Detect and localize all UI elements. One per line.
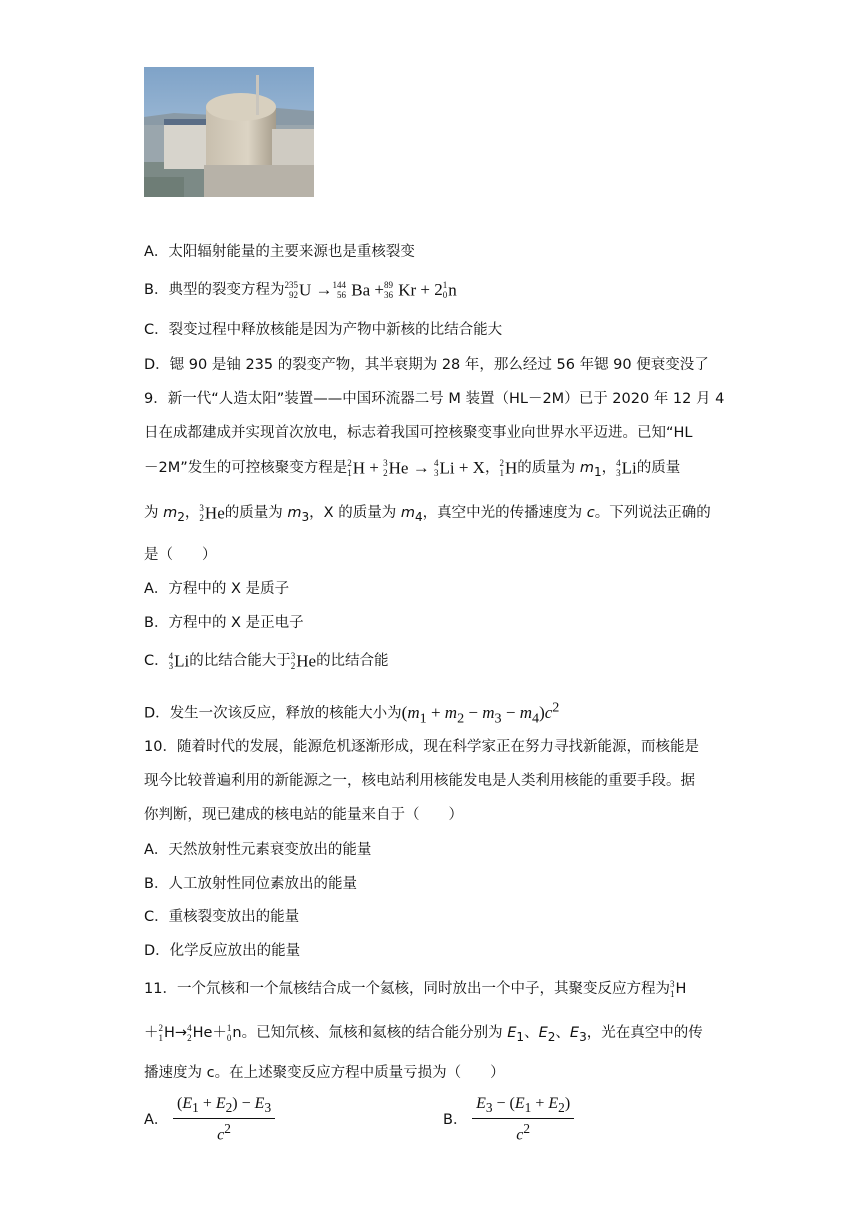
q10-line-2-text: 现今比较普遍利用的新能源之一，核电站利用核能发电是人类利用核能的重要手段。据 (144, 773, 695, 789)
q11-binding-energy-text: 。已知氘核、氚核和氦核的结合能分别为 (241, 1025, 503, 1041)
q9-x-mass-text: ，X 的质量为 (309, 505, 397, 521)
q11-option-b-label: B． (443, 1111, 468, 1128)
q11-option-a-formula: $\frac{(E_1 + E_2) - E_3}{c^2}$ (173, 1094, 275, 1146)
q10-option-a[interactable] (144, 840, 371, 860)
q10-option-a-text: A．天然放射性元素衰变放出的能量 (144, 842, 372, 858)
q9-light-speed-text: ，真空中光的传播速度为 (422, 505, 583, 521)
q9-option-c-suffix: 的比结合能 (316, 653, 389, 669)
q11-line-3 (144, 1063, 505, 1083)
q10-option-b[interactable] (144, 874, 357, 894)
q11-line-2: ＋ 2 1 H→ 4 2 He＋ 1 0 n。已知氘核、氚核和氦核的结合能分别为 $E_1$、$E_2$、$E_3$，光在真空中的传 (144, 1023, 703, 1044)
q10-option-b-text: B．人工放射性同位素放出的能量 (144, 876, 357, 892)
q9-line-1 (144, 389, 724, 409)
q10-option-d-text: D．化学反应放出的能量 (144, 943, 301, 959)
q11-option-b[interactable] (443, 1094, 574, 1146)
q9-option-c[interactable]: C． 4 3 Li的比结合能大于 3 2 He的比结合能 (144, 651, 389, 671)
q10-line-3 (144, 805, 463, 825)
q9-line-5 (144, 545, 217, 565)
mass-m1: m (579, 460, 594, 476)
energy-formula: $(m_1 + m_2 - m_3 - m_4)c^2$ (401, 699, 560, 727)
q9-option-a[interactable] (144, 579, 289, 599)
q10-option-c-text: C．重核裂变放出的能量 (144, 909, 300, 925)
q11-equation: ＋ 2 1 H→ 4 2 He＋ 1 0 n (144, 1023, 242, 1043)
fission-equation: 235 92 U → 144 56 Ba + 89 36 Kr + 2 1 0 n (284, 280, 457, 300)
q9-line-3: －2M”发生的可控核聚变方程是 2 1 H + 3 2 He → 4 3 Li + X， 2 1 H的质量为 $m_1$， 4 3 Li的质量 (144, 458, 681, 479)
q9-line-4: 为 $m_2$， 3 2 He的质量为 $m_3$，X 的质量为 $m_4$，真空中光的传播速度为 c。下列说法正确的 (144, 503, 711, 524)
q10-line-3-text: 你判断，现已建成的核电站的能量来自于（ ） (144, 807, 463, 823)
q9-line-3-text: －2M”发生的可控核聚变方程是 (144, 460, 348, 476)
q9-li-mass-text: 的质量 (636, 460, 681, 476)
q11-option-a-label: A． (144, 1111, 169, 1128)
q11-line-3-text: 播速度为 c。在上述聚变反应方程中质量亏损为（ ） (144, 1065, 505, 1081)
q9-option-d[interactable] (144, 697, 559, 728)
q9-line-4-text: 为 (144, 505, 159, 521)
q11-option-a[interactable] (144, 1094, 275, 1146)
q10-line-1-text: 10．随着时代的发展，能源危机逐渐形成，现在科学家正在努力寻找新能源，而核能是 (144, 739, 699, 755)
q10-option-c[interactable] (144, 907, 299, 927)
q9-question-text: 。下列说法正确的 (594, 505, 711, 521)
q11-line-1: 11．一个氘核和一个氚核结合成一个氦核，同时放出一个中子，其聚变反应方程为 3 1 H (144, 979, 687, 999)
q8-option-b-text: B．典型的裂变方程为 (144, 282, 285, 298)
q8-option-c[interactable] (144, 320, 502, 340)
q9-he-mass-text: 的质量为 (224, 505, 283, 521)
q10-option-d[interactable] (144, 941, 300, 961)
q8-option-c-text: C．裂变过程中释放核能是因为产物中新核的比结合能大 (144, 322, 503, 338)
q10-line-2 (144, 771, 695, 791)
q9-option-a-text: A．方程中的 X 是质子 (144, 581, 290, 597)
q11-light-text: ，光在真空中的传 (586, 1025, 703, 1041)
q9-line-1-text: 9．新一代“人造太阳”装置——中国环流器二号 M 装置（HL－2M）已于 2020 年 12 月 4 (144, 391, 725, 407)
q11-line-1-text: 11．一个氘核和一个氚核结合成一个氦核，同时放出一个中子，其聚变反应方程为 (144, 981, 670, 997)
q10-line-1 (144, 737, 699, 757)
q8-option-d[interactable] (144, 355, 709, 375)
q9-line-2 (144, 423, 693, 443)
q9-option-d-text: D．发生一次该反应，释放的核能大小为 (144, 705, 402, 722)
fusion-equation: 2 1 H + 3 2 He → 4 3 Li + X (347, 458, 485, 478)
q9-line-5-text: 是（ ） (144, 547, 217, 563)
q9-option-b[interactable] (144, 613, 304, 633)
q8-option-d-text: D．锶 90 是铀 235 的裂变产物，其半衰期为 28 年，那么经过 56 年锶 90 便衰变没了 (144, 357, 709, 373)
q9-option-c-text: 的比结合能大于 (189, 653, 291, 669)
q8-option-b[interactable] (144, 280, 457, 300)
q8-option-a-text: A．太阳辐射能量的主要来源也是重核裂变 (144, 244, 415, 260)
q9-line-2-text: 日在成都建成并实现首次放电，标志着我国可控核聚变事业向世界水平迈进。已知“HL (144, 425, 693, 441)
q9-option-c-label: C． (144, 653, 169, 669)
q11-option-b-formula: $\frac{E_3 - (E_1 + E_2)}{c^2}$ (472, 1094, 574, 1146)
q9-option-b-text: B．方程中的 X 是正电子 (144, 615, 304, 631)
nuclear-plant-photo (144, 67, 314, 197)
q9-mass-of-text: 的质量为 (517, 460, 576, 476)
q8-option-a[interactable] (144, 242, 415, 262)
